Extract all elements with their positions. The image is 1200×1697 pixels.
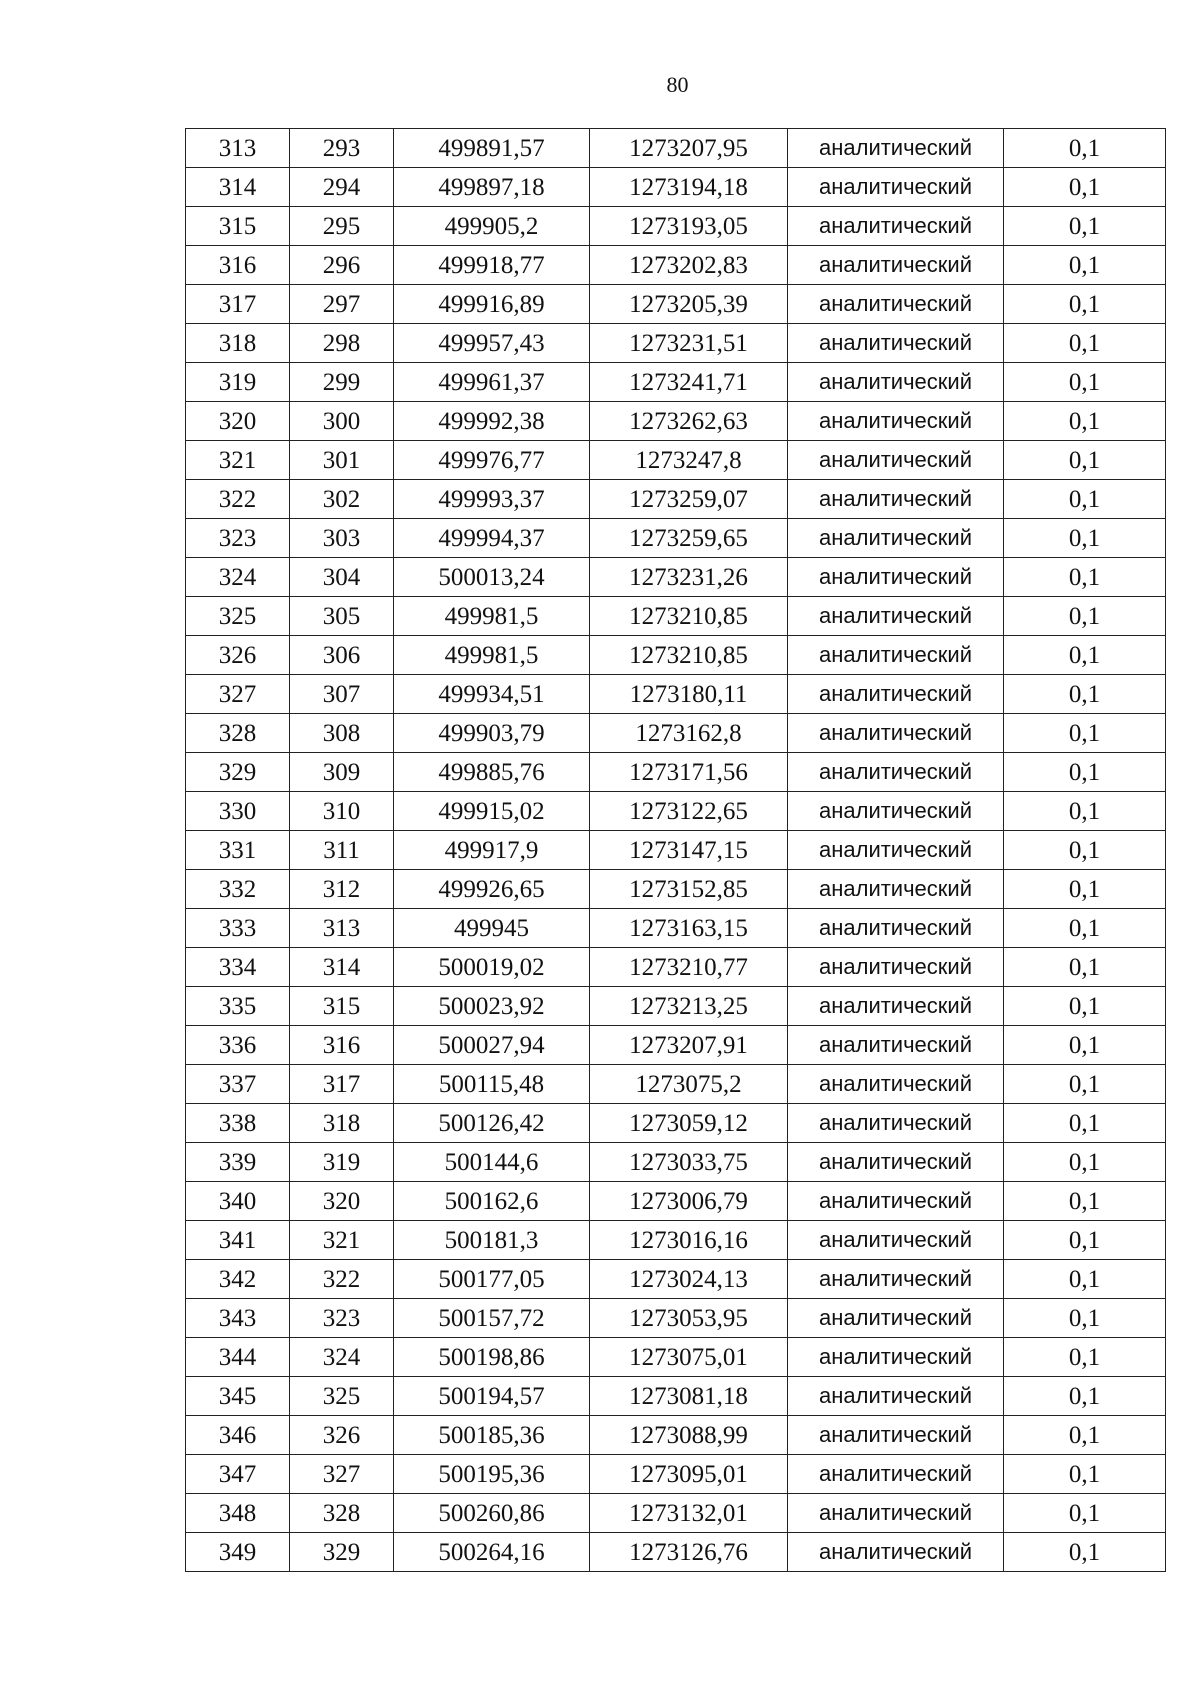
row-number-cell: 336 [186,1026,290,1065]
row-number-cell: 323 [186,519,290,558]
point-number-cell: 300 [290,402,394,441]
row-number-cell: 342 [186,1260,290,1299]
row-number-cell: 345 [186,1377,290,1416]
method-cell: аналитический [788,285,1004,324]
table-row [186,792,1166,831]
y-coordinate-cell: 1273132,01 [590,1494,788,1533]
precision-cell: 0,1 [1004,1182,1166,1221]
row-number-cell: 340 [186,1182,290,1221]
table-row [186,753,1166,792]
x-coordinate-cell: 499885,76 [394,753,590,792]
method-cell: аналитический [788,636,1004,675]
y-coordinate-cell: 1273162,8 [590,714,788,753]
point-number-cell: 293 [290,129,394,168]
point-number-cell: 309 [290,753,394,792]
method-cell: аналитический [788,1026,1004,1065]
y-coordinate-cell: 1273075,01 [590,1338,788,1377]
row-number-cell: 337 [186,1065,290,1104]
x-coordinate-cell: 500162,6 [394,1182,590,1221]
point-number-cell: 299 [290,363,394,402]
method-cell: аналитический [788,480,1004,519]
point-number-cell: 311 [290,831,394,870]
method-cell: аналитический [788,1260,1004,1299]
table-row [186,636,1166,675]
point-number-cell: 305 [290,597,394,636]
x-coordinate-cell: 500195,36 [394,1455,590,1494]
row-number-cell: 346 [186,1416,290,1455]
precision-cell: 0,1 [1004,480,1166,519]
point-number-cell: 314 [290,948,394,987]
table-row [186,402,1166,441]
precision-cell: 0,1 [1004,1143,1166,1182]
y-coordinate-cell: 1273152,85 [590,870,788,909]
point-number-cell: 296 [290,246,394,285]
row-number-cell: 341 [186,1221,290,1260]
row-number-cell: 325 [186,597,290,636]
point-number-cell: 297 [290,285,394,324]
y-coordinate-cell: 1273075,2 [590,1065,788,1104]
x-coordinate-cell: 499945 [394,909,590,948]
table-row [186,597,1166,636]
row-number-cell: 347 [186,1455,290,1494]
point-number-cell: 302 [290,480,394,519]
y-coordinate-cell: 1273194,18 [590,168,788,207]
method-cell: аналитический [788,1455,1004,1494]
point-number-cell: 324 [290,1338,394,1377]
method-cell: аналитический [788,714,1004,753]
x-coordinate-cell: 500157,72 [394,1299,590,1338]
precision-cell: 0,1 [1004,714,1166,753]
y-coordinate-cell: 1273231,26 [590,558,788,597]
point-number-cell: 322 [290,1260,394,1299]
method-cell: аналитический [788,246,1004,285]
y-coordinate-cell: 1273126,76 [590,1533,788,1572]
table-row [186,1533,1166,1572]
y-coordinate-cell: 1273262,63 [590,402,788,441]
row-number-cell: 329 [186,753,290,792]
point-number-cell: 306 [290,636,394,675]
table-row [186,168,1166,207]
precision-cell: 0,1 [1004,1104,1166,1143]
precision-cell: 0,1 [1004,1494,1166,1533]
x-coordinate-cell: 500181,3 [394,1221,590,1260]
row-number-cell: 321 [186,441,290,480]
precision-cell: 0,1 [1004,558,1166,597]
point-number-cell: 319 [290,1143,394,1182]
table-row [186,129,1166,168]
method-cell: аналитический [788,402,1004,441]
x-coordinate-cell: 500013,24 [394,558,590,597]
y-coordinate-cell: 1273024,13 [590,1260,788,1299]
x-coordinate-cell: 500264,16 [394,1533,590,1572]
table-row [186,831,1166,870]
precision-cell: 0,1 [1004,168,1166,207]
x-coordinate-cell: 500019,02 [394,948,590,987]
x-coordinate-cell: 500185,36 [394,1416,590,1455]
method-cell: аналитический [788,1494,1004,1533]
method-cell: аналитический [788,1065,1004,1104]
method-cell: аналитический [788,753,1004,792]
table-row [186,519,1166,558]
point-number-cell: 308 [290,714,394,753]
x-coordinate-cell: 500027,94 [394,1026,590,1065]
table-row [186,714,1166,753]
precision-cell: 0,1 [1004,1455,1166,1494]
precision-cell: 0,1 [1004,1065,1166,1104]
x-coordinate-cell: 500194,57 [394,1377,590,1416]
row-number-cell: 327 [186,675,290,714]
table-row [186,246,1166,285]
precision-cell: 0,1 [1004,792,1166,831]
method-cell: аналитический [788,129,1004,168]
y-coordinate-cell: 1273247,8 [590,441,788,480]
precision-cell: 0,1 [1004,441,1166,480]
table-row [186,441,1166,480]
row-number-cell: 331 [186,831,290,870]
table-row [186,1338,1166,1377]
x-coordinate-cell: 499915,02 [394,792,590,831]
method-cell: аналитический [788,987,1004,1026]
precision-cell: 0,1 [1004,1221,1166,1260]
row-number-cell: 330 [186,792,290,831]
x-coordinate-cell: 499957,43 [394,324,590,363]
method-cell: аналитический [788,1377,1004,1416]
y-coordinate-cell: 1273033,75 [590,1143,788,1182]
y-coordinate-cell: 1273081,18 [590,1377,788,1416]
method-cell: аналитический [788,1143,1004,1182]
table-row [186,480,1166,519]
method-cell: аналитический [788,1221,1004,1260]
precision-cell: 0,1 [1004,1299,1166,1338]
x-coordinate-cell: 500023,92 [394,987,590,1026]
precision-cell: 0,1 [1004,987,1166,1026]
table-row [186,285,1166,324]
y-coordinate-cell: 1273210,85 [590,597,788,636]
x-coordinate-cell: 499934,51 [394,675,590,714]
point-number-cell: 312 [290,870,394,909]
y-coordinate-cell: 1273210,77 [590,948,788,987]
y-coordinate-cell: 1273193,05 [590,207,788,246]
precision-cell: 0,1 [1004,129,1166,168]
y-coordinate-cell: 1273122,65 [590,792,788,831]
y-coordinate-cell: 1273016,16 [590,1221,788,1260]
table-row [186,1182,1166,1221]
x-coordinate-cell: 500144,6 [394,1143,590,1182]
method-cell: аналитический [788,1338,1004,1377]
method-cell: аналитический [788,1416,1004,1455]
point-number-cell: 326 [290,1416,394,1455]
row-number-cell: 328 [186,714,290,753]
x-coordinate-cell: 499917,9 [394,831,590,870]
y-coordinate-cell: 1273163,15 [590,909,788,948]
table-row [186,1104,1166,1143]
table-row [186,363,1166,402]
x-coordinate-cell: 500115,48 [394,1065,590,1104]
point-number-cell: 323 [290,1299,394,1338]
y-coordinate-cell: 1273147,15 [590,831,788,870]
page-number: 80 [666,72,689,97]
row-number-cell: 315 [186,207,290,246]
point-number-cell: 329 [290,1533,394,1572]
precision-cell: 0,1 [1004,246,1166,285]
point-number-cell: 313 [290,909,394,948]
precision-cell: 0,1 [1004,1338,1166,1377]
table-row [186,1143,1166,1182]
y-coordinate-cell: 1273059,12 [590,1104,788,1143]
point-number-cell: 321 [290,1221,394,1260]
table-row [186,1299,1166,1338]
point-number-cell: 318 [290,1104,394,1143]
method-cell: аналитический [788,597,1004,636]
y-coordinate-cell: 1273207,91 [590,1026,788,1065]
x-coordinate-cell: 499961,37 [394,363,590,402]
table-row [186,1221,1166,1260]
table-row [186,324,1166,363]
x-coordinate-cell: 499981,5 [394,597,590,636]
precision-cell: 0,1 [1004,636,1166,675]
y-coordinate-cell: 1273095,01 [590,1455,788,1494]
y-coordinate-cell: 1273207,95 [590,129,788,168]
method-cell: аналитический [788,1182,1004,1221]
precision-cell: 0,1 [1004,207,1166,246]
point-number-cell: 294 [290,168,394,207]
method-cell: аналитический [788,1533,1004,1572]
table-row [186,870,1166,909]
row-number-cell: 334 [186,948,290,987]
table-row [186,1026,1166,1065]
row-number-cell: 333 [186,909,290,948]
precision-cell: 0,1 [1004,324,1166,363]
precision-cell: 0,1 [1004,753,1166,792]
row-number-cell: 319 [186,363,290,402]
x-coordinate-cell: 500198,86 [394,1338,590,1377]
y-coordinate-cell: 1273088,99 [590,1416,788,1455]
row-number-cell: 339 [186,1143,290,1182]
precision-cell: 0,1 [1004,519,1166,558]
row-number-cell: 335 [186,987,290,1026]
table-row [186,675,1166,714]
method-cell: аналитический [788,168,1004,207]
y-coordinate-cell: 1273259,07 [590,480,788,519]
row-number-cell: 324 [186,558,290,597]
row-number-cell: 326 [186,636,290,675]
row-number-cell: 349 [186,1533,290,1572]
row-number-cell: 343 [186,1299,290,1338]
method-cell: аналитический [788,519,1004,558]
x-coordinate-cell: 499891,57 [394,129,590,168]
point-number-cell: 320 [290,1182,394,1221]
x-coordinate-cell: 499897,18 [394,168,590,207]
table-row [186,948,1166,987]
method-cell: аналитический [788,870,1004,909]
method-cell: аналитический [788,831,1004,870]
table-row [186,1377,1166,1416]
x-coordinate-cell: 499926,65 [394,870,590,909]
point-number-cell: 316 [290,1026,394,1065]
precision-cell: 0,1 [1004,675,1166,714]
row-number-cell: 313 [186,129,290,168]
y-coordinate-cell: 1273053,95 [590,1299,788,1338]
table-row [186,1260,1166,1299]
point-number-cell: 303 [290,519,394,558]
precision-cell: 0,1 [1004,909,1166,948]
method-cell: аналитический [788,558,1004,597]
x-coordinate-cell: 499994,37 [394,519,590,558]
precision-cell: 0,1 [1004,831,1166,870]
method-cell: аналитический [788,363,1004,402]
x-coordinate-cell: 499981,5 [394,636,590,675]
point-number-cell: 317 [290,1065,394,1104]
row-number-cell: 316 [186,246,290,285]
y-coordinate-cell: 1273205,39 [590,285,788,324]
method-cell: аналитический [788,792,1004,831]
y-coordinate-cell: 1273210,85 [590,636,788,675]
x-coordinate-cell: 500260,86 [394,1494,590,1533]
row-number-cell: 318 [186,324,290,363]
method-cell: аналитический [788,441,1004,480]
method-cell: аналитический [788,909,1004,948]
y-coordinate-cell: 1273202,83 [590,246,788,285]
row-number-cell: 338 [186,1104,290,1143]
y-coordinate-cell: 1273180,11 [590,675,788,714]
point-number-cell: 325 [290,1377,394,1416]
row-number-cell: 317 [186,285,290,324]
x-coordinate-cell: 499905,2 [394,207,590,246]
table-row [186,207,1166,246]
y-coordinate-cell: 1273231,51 [590,324,788,363]
table-row [186,1416,1166,1455]
point-number-cell: 310 [290,792,394,831]
point-number-cell: 328 [290,1494,394,1533]
row-number-cell: 344 [186,1338,290,1377]
table-row [186,1494,1166,1533]
method-cell: аналитический [788,324,1004,363]
method-cell: аналитический [788,1299,1004,1338]
point-number-cell: 327 [290,1455,394,1494]
precision-cell: 0,1 [1004,1026,1166,1065]
precision-cell: 0,1 [1004,1260,1166,1299]
point-number-cell: 315 [290,987,394,1026]
y-coordinate-cell: 1273241,71 [590,363,788,402]
x-coordinate-cell: 499918,77 [394,246,590,285]
y-coordinate-cell: 1273213,25 [590,987,788,1026]
method-cell: аналитический [788,948,1004,987]
precision-cell: 0,1 [1004,363,1166,402]
precision-cell: 0,1 [1004,402,1166,441]
x-coordinate-cell: 499916,89 [394,285,590,324]
method-cell: аналитический [788,675,1004,714]
x-coordinate-cell: 500177,05 [394,1260,590,1299]
row-number-cell: 322 [186,480,290,519]
x-coordinate-cell: 499992,38 [394,402,590,441]
table-row [186,558,1166,597]
table-row [186,909,1166,948]
x-coordinate-cell: 500126,42 [394,1104,590,1143]
row-number-cell: 348 [186,1494,290,1533]
table-body [186,129,1166,1572]
x-coordinate-cell: 499903,79 [394,714,590,753]
y-coordinate-cell: 1273259,65 [590,519,788,558]
row-number-cell: 332 [186,870,290,909]
method-cell: аналитический [788,1104,1004,1143]
point-number-cell: 301 [290,441,394,480]
row-number-cell: 314 [186,168,290,207]
y-coordinate-cell: 1273006,79 [590,1182,788,1221]
precision-cell: 0,1 [1004,597,1166,636]
x-coordinate-cell: 499993,37 [394,480,590,519]
table-row [186,1065,1166,1104]
row-number-cell: 320 [186,402,290,441]
point-number-cell: 298 [290,324,394,363]
coordinates-table [185,128,1166,1572]
precision-cell: 0,1 [1004,870,1166,909]
table-row [186,1455,1166,1494]
precision-cell: 0,1 [1004,1416,1166,1455]
precision-cell: 0,1 [1004,1377,1166,1416]
point-number-cell: 307 [290,675,394,714]
y-coordinate-cell: 1273171,56 [590,753,788,792]
x-coordinate-cell: 499976,77 [394,441,590,480]
table-row [186,987,1166,1026]
point-number-cell: 295 [290,207,394,246]
precision-cell: 0,1 [1004,1533,1166,1572]
precision-cell: 0,1 [1004,948,1166,987]
precision-cell: 0,1 [1004,285,1166,324]
method-cell: аналитический [788,207,1004,246]
point-number-cell: 304 [290,558,394,597]
